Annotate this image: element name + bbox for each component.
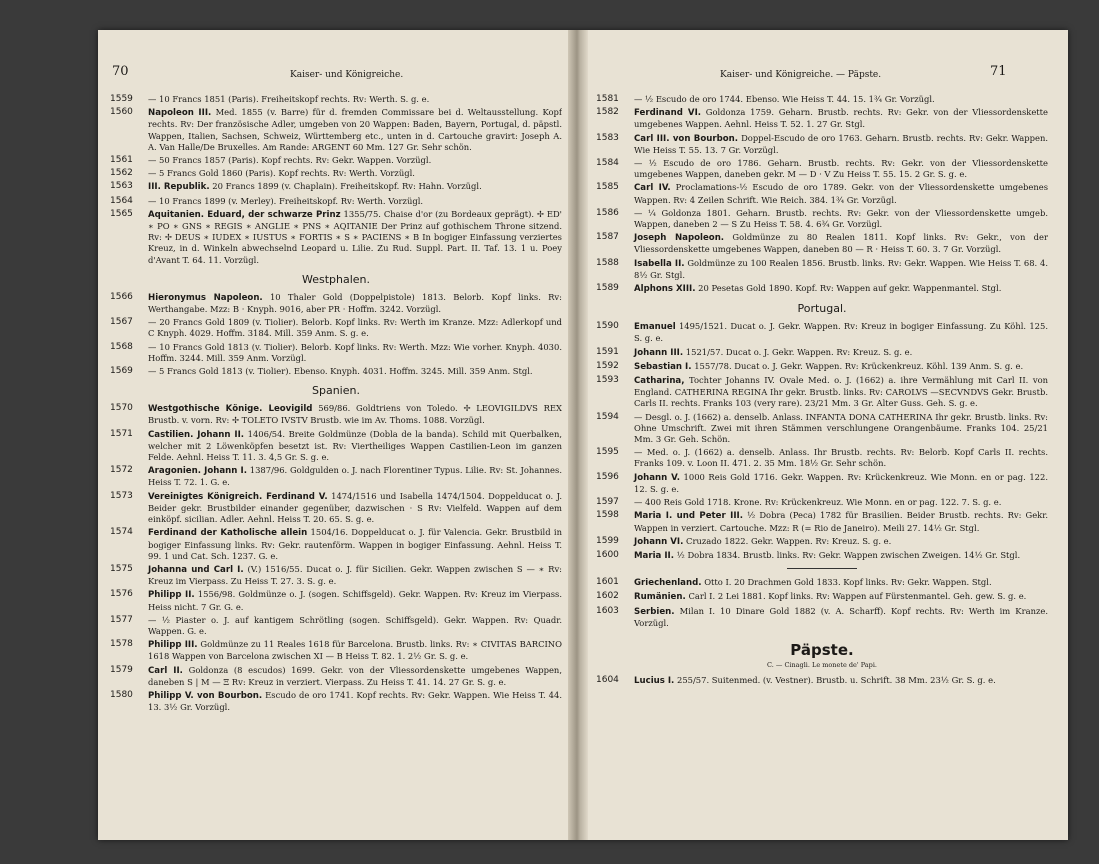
entry-number: 1581 [596,94,619,104]
entry-text: Tochter Johanns IV. Ovale Med. o. J. (1662) a. ihre Vermählung mit Carl II. von England. CATHERINA REGINA Ihr gekr. Brustb. links. Rv: CAROLVS —SECVNDVS Gekr. Brustb. Carls II. rechts. Franks 103 (very rare). 23/21 Mm. 3 Gr. Alter Guss. Geh. S. g. e. [634,375,1048,409]
entry-text: 255/57. Suitenmed. (v. Vestner). Brustb. u. Schrift. 38 Mm. 23½ Gr. S. g. e. [677,674,996,685]
entry-text: — 20 Francs Gold 1809 (v. Tiolier). Belorb. Kopf links. Rv: Werth im Kranze. Mzz: Adlerkopf und C Knyph. 4029. Hoffm. 3184. Mill. 359 Anm. S. g. e. [148,317,562,339]
entry-heading: Philipp III. [148,640,198,651]
entry-number: 1594 [596,411,619,422]
entry-text: — ½ Escudo de oro 1744. Ebenso. Wie Heiss T. 44. 15. 1¾ Gr. Vorzügl. [634,94,935,104]
entry-text: — ¼ Goldonza 1801. Geharn. Brustb. rechts. Rv: Gekr. von der Vliessordenskette umgeb. Wappen, daneben 2 — S Zu Heiss T. 58. 4. 6¾ Gr. Vorzügl. [634,207,1048,230]
entry-text: — ½ Piaster o. J. auf kantigem Schrötling (sogen. Schiffsgeld). Gekr. Wappen. Rv: Quadr. Wappen. G. e. [148,614,562,636]
entry-text: — 400 Reis Gold 1718. Krone. Rv: Krückenkreuz. Wie Monn. en or pag. 122. 7. S. g. e. [634,497,1002,508]
catalog-entry [596,208,1048,230]
entry-heading: Johanna und Carl I. [148,564,244,575]
book-gutter [568,30,588,840]
entry-heading: Philipp II. [148,590,195,601]
entry-heading: Serbien. [634,606,675,617]
entry-text: ½ Dobra (Peca) 1782 für Brasilien. Beider Brustb. rechts. Rv: Gekr. Wappen in verziert. Cartouche. Mzz: R (= Rio de Janeiro). Meili 27. 14½ Gr. Stgl. [634,510,1048,533]
entry-text: 569/86. Goldtriens von Toledo. ✢ LEOVIGILDVS REX Brustb. v. vorn. Rv: ✢ TOLETO IVSTV Brustb. wie im Av. Thoms. 1088. Vorzügl. [148,403,562,426]
right-running-head: Kaiser- und Königreiche. — Päpste. [720,70,882,80]
entry-heading: Napoleon III. [148,108,212,119]
entry-text: Milan I. 10 Dinare Gold 1882 (v. A. Scharff). Kopf rechts. Rv: Werth im Kranze. Vorzügl. [634,605,1048,628]
catalog-entry [110,155,562,166]
entry-number: 1577 [110,614,133,625]
catalog-entry [596,591,1048,603]
entry-heading: Rumänien. [634,592,686,603]
entry-number: 1599 [596,535,619,546]
catalog-entry [110,665,562,688]
entry-text: Doppel-Escudo de oro 1763. Geharn. Brustb. rechts. Rv: Gekr. Wappen. Wie Heiss T. 55. 13. 7 Gr. Vorzügl. [634,132,1048,155]
catalog-entry [596,94,1048,105]
entry-number: 1583 [596,132,619,143]
entry-number: 1563 [110,181,133,192]
right-entries-misc [596,577,1048,629]
entry-number: 1590 [596,321,619,332]
catalog-entry [110,429,562,464]
entry-heading: Carl II. [148,665,183,676]
paepste-citation: C. — Cinagli. Le monete de' Papi. [767,660,877,669]
catalog-entry [596,536,1048,548]
entry-text: Proclamations-½ Escudo de oro 1789. Gekr. von der Vliessordenskette umgebenes Wappen. Rv: 4 Zeilen Schrift. Wie Reich. 384. 1¾ Gr. Vorzügl. [634,182,1048,205]
entry-text: Goldmünze zu 100 Realen 1856. Brustb. links. Rv: Gekr. Wappen. Wie Heiss T. 68. 4. 8½ Gr. Stgl. [634,257,1048,280]
entry-number: 1582 [596,107,619,118]
left-page [110,94,562,864]
catalog-entry [110,491,562,526]
catalog-entry [596,283,1048,295]
right-entries-portugal [596,321,1048,562]
entry-number: 1604 [596,674,619,685]
entry-text: — 5 Francs Gold 1860 (Paris). Kopf rechts. Rv: Werth. Vorzügl. [148,168,415,179]
entry-text: Cruzado 1822. Gekr. Wappen. Rv: Kreuz. S. g. e. [686,535,892,546]
entry-number: 1585 [596,182,619,193]
entry-text: 1556/98. Goldmünze o. J. (sogen. Schiffsgeld). Gekr. Wappen. Rv: Kreuz im Vierpass. Heiss nicht. 7 Gr. G. e. [148,589,562,612]
entry-text: — 10 Francs 1851 (Paris). Freiheitskopf rechts. Rv: Werth. S. g. e. [148,94,430,104]
catalog-entry [596,497,1048,508]
entry-number: 1575 [110,563,133,574]
entry-heading: Isabella II. [634,258,685,269]
catalog-entry [110,181,562,193]
entry-number: 1568 [110,341,133,352]
entry-text: 1355/75. Chaise d'or (zu Bordeaux geprägt). ✢ ED' ∗ PO ∗ GNS ∗ REGIS ∗ ANGLIE ∗ PNS ∗ AQITANIE Der Prinz auf gothischem Throne sitzend. Rv: ✢ DEUS ∗ IUDEX ∗ IUSTUS ∗ FORTIS ∗ S ∗ PACIENS ∗ B In bogiger Einfassung verziertes Kreuz, in d. Winkeln abwechselnd Leopard u. Lilie. Zu Rud. Suppl. Part. II. Taf. 13. 1 u. Poey d'Avant T. 64. 11. Vorzügl. [148,208,562,265]
entry-heading: Ferdinand der Katholische allein [148,528,308,539]
entry-number: 1591 [596,346,619,357]
entry-heading: III. Republik. [148,182,210,193]
entry-text: — Med. o. J. (1662) a. denselb. Anlass. Ihr Brustb. rechts. Rv: Belorb. Kopf Carls II. rechts. Franks 109. v. Loon II. 471. 2. 35 Mm. 18½ Gr. Sehr schön. [634,447,1048,469]
catalog-entry [110,690,562,713]
catalog-entry [596,182,1048,205]
catalog-entry [596,375,1048,410]
entry-text: Otto I. 20 Drachmen Gold 1833. Kopf links. Rv: Gekr. Wappen. Stgl. [704,577,992,588]
catalog-entry [596,232,1048,255]
entry-number: 1598 [596,510,619,521]
left-entries-spanien [110,403,562,713]
entry-text: 20 Pesetas Gold 1890. Kopf. Rv: Wappen auf gekr. Wappenmantel. Stgl. [698,283,1002,294]
entry-number: 1596 [596,471,619,482]
entry-number: 1592 [596,360,619,371]
section-heading-portugal: Portugal. [797,302,847,316]
entry-heading: Alphons XIII. [634,284,696,295]
entry-heading: Johann V. [634,472,680,483]
catalog-entry [110,465,562,488]
entry-number: 1587 [596,232,619,243]
entry-text: 1495/1521. Ducat o. J. Gekr. Wappen. Rv: Kreuz in bogiger Einfassung. Zu Köhl. 125. S. g. e. [634,321,1048,344]
entry-heading: Joseph Napoleon. [634,233,725,244]
catalog-entry [596,472,1048,495]
catalog-entry [110,589,562,612]
entry-heading: Westgothische Könige. Leovigild [148,404,313,415]
section-heading-paepste: Päpste. [790,640,854,659]
catalog-entry [110,615,562,637]
entry-heading: Maria I. und Peter III. [634,511,744,522]
entry-number: 1589 [596,283,619,294]
entry-text: 1557/78. Ducat o. J. Gekr. Wappen. Rv: Krückenkreuz. Köhl. 139 Anm. S. g. e. [694,360,1024,371]
catalog-entry [596,447,1048,469]
entry-number: 1571 [110,428,133,439]
entry-number: 1566 [110,291,133,302]
entry-text: — 10 Francs Gold 1813 (v. Tiolier). Belorb. Kopf links. Rv: Werth. Mzz: Wie vorher. Knyph. 4030. Hoffm. 3244. Mill. 359 Anm. Vorzügl. [148,341,562,363]
entry-text: ½ Dobra 1834. Brustb. links. Rv: Gekr. Wappen zwischen Zweigen. 14½ Gr. Stgl. [676,549,1021,560]
entry-text: Escudo de oro 1741. Kopf rechts. Rv: Gekr. Wappen. Wie Heiss T. 44. 13. 3½ Gr. Vorzügl. [148,689,562,713]
entry-text: — 10 Francs 1899 (v. Merley). Freiheitskopf. Rv: Werth. Vorzügl. [148,195,424,206]
entry-number: 1573 [110,490,133,501]
entry-heading: Castilien. Johann II. [148,429,245,440]
entry-number: 1561 [110,155,133,166]
catalog-entry [110,292,562,315]
entry-heading: Emanuel [634,322,676,333]
left-entries-top [110,94,562,266]
entry-heading: Johann III. [634,347,684,358]
entry-number: 1572 [110,465,133,476]
left-running-head: Kaiser- und Königreiche. [290,70,404,80]
entry-text: Carl I. 2 Lei 1881. Kopf links. Rv: Wappen auf Fürstenmantel. Geh. gew. S. g. e. [688,591,1027,602]
right-page-number: 71 [990,64,1007,79]
entry-number: 1580 [110,689,133,700]
catalog-entry [110,196,562,207]
entry-text: 1406/54. Breite Goldmünze (Dobla de la banda). Schild mit Querbalken, welcher mit 2 Löwenköpfen besetzt ist. Rv: Viertheiliges Wappen Castilien-Leon im ganzen Felde. Aehnl. Heiss T. 11. 3. 4,5 Gr. S. g. e. [148,428,562,463]
entry-number: 1588 [596,257,619,268]
entry-heading: Griechenland. [634,578,702,589]
entry-text: — 5 Francs Gold 1813 (v. Tiolier). Ebenso. Knyph. 4031. Hoffm. 3245. Mill. 359 Anm. Stgl. [148,366,533,377]
catalog-entry [596,133,1048,156]
catalog-entry [596,577,1048,589]
entry-text: Goldmünze zu 11 Reales 1618 für Barcelona. Brustb. links. Rv: ∗ CIVITAS BARCINO 1618 Wappen von Barcelona zwischen XI — B Heiss T. 82. 1. 2½ Gr. S. g. e. [148,639,562,662]
entry-number: 1584 [596,158,619,169]
entry-number: 1586 [596,207,619,218]
right-entries-paepste [596,675,1048,687]
catalog-entry [596,550,1048,562]
catalog-entry [596,158,1048,180]
catalog-entry [110,366,562,377]
catalog-entry [110,527,562,562]
entry-text: — 50 Francs 1857 (Paris). Kopf rechts. Rv: Gekr. Wappen. Vorzügl. [148,155,432,166]
catalog-entry [110,317,562,339]
entry-number: 1576 [110,589,133,600]
entry-number: 1565 [110,208,133,219]
entry-heading: Catharina, [634,376,685,387]
entry-text: 1387/96. Goldgulden o. J. nach Florentiner Typus. Lilie. Rv: St. Johannes. Heiss T. 72. 1. G. e. [148,465,562,488]
entry-text: — Desgl. o. J. (1662) a. denselb. Anlass. INFANTA DONA CATHERINA Ihr gekr. Brustb. links. Rv: Ohne Umschrift. Zwei mit ihren Stämmen verschlungene Orangenbäume. Franks 104. 25/21 Mm. 3 Gr. Geh. Schön. [634,411,1048,445]
catalog-entry [596,347,1048,359]
entry-heading: Maria II. [634,550,674,561]
catalog-entry [596,510,1048,533]
catalog-entry [110,342,562,364]
entry-number: 1569 [110,366,133,377]
left-entries-westphalen [110,292,562,377]
entry-number: 1579 [110,664,133,675]
entry-text: Goldmünze zu 80 Realen 1811. Kopf links. Rv: Gekr., von der Vliessordenskette umgebenes Wappen, daneben 80 — R · Heiss T. 60. 3. 7 Gr. Vorzügl. [634,232,1048,255]
entry-heading: Aragonien. Johann I. [148,466,247,477]
section-heading-spanien: Spanien. [312,384,360,398]
entry-number: 1570 [110,403,133,414]
entry-heading: Lucius I. [634,675,675,686]
entry-heading: Carl IV. [634,183,671,194]
entry-number: 1564 [110,195,133,206]
entry-heading: Hieronymus Napoleon. [148,292,263,303]
section-heading-westphalen: Westphalen. [301,272,371,286]
catalog-entry [110,564,562,587]
entry-heading: Johann VI. [634,536,684,547]
entry-text: 20 Francs 1899 (v. Chaplain). Freiheitskopf. Rv: Hahn. Vorzügl. [212,181,482,192]
entry-number: 1562 [110,168,133,179]
entry-number: 1600 [596,549,619,560]
catalog-entry [110,168,562,179]
entry-number: 1560 [110,107,133,118]
catalog-entry [110,403,562,426]
entry-text: 1521/57. Ducat o. J. Gekr. Wappen. Rv: Kreuz. S. g. e. [685,346,913,357]
catalog-entry [596,606,1048,629]
catalog-entry [596,321,1048,344]
entry-number: 1601 [596,577,619,588]
entry-text: Med. 1855 (v. Barre) für d. fremden Commissare bei d. Weltausstellung. Kopf rechts. Rv: Der französische Adler, umgeben von 20 Wappen: Baden, Bayern, Portugal, d. päpstl. Wappen, Italien, Sachsen, Schweiz, Württemberg etc., unten in d. Cartouche gravirt: Joseph A. A. Van Halle/De Bruxelles. Am Rande: ARGENT 60 Mm. 127 Gr. Sehr schön. [148,107,562,152]
entry-number: 1593 [596,375,619,386]
entry-heading: Carl III. von Bourbon. [634,133,739,144]
entry-heading: Aquitanien. Eduard, der schwarze Prinz [148,209,341,220]
entry-number: 1578 [110,639,133,650]
entry-text: 1504/16. Doppelducat o. J. für Valencia. Gekr. Brustbild in bogiger Einfassung links. Rv: Gekr. rautenförm. Wappen in bogiger Einfassung. Aehnl. Heiss T. 99. 1 und Cat. Sch. 1237. G. e. [148,527,562,561]
right-page [596,94,1048,864]
entry-number: 1603 [596,605,619,616]
entry-text: 1474/1516 und Isabella 1474/1504. Doppelducat o. J. Beider gekr. Brustbilder einander gegenüber, dazwischen · S Rv: Vielfeld. Wappen auf dem einköpf. sicilian. Adler. Aehnl. Heiss T. 20. 65. S. g. e. [148,490,562,525]
catalog-entry [596,412,1048,446]
catalog-entry [110,107,562,153]
entry-text: 10 Thaler Gold (Doppelpistole) 1813. Belorb. Kopf links. Rv: Werthangabe. Mzz: B · Knyph. 9016, aber PR · Hoffm. 3242. Vorzügl. [148,291,562,315]
entry-number: 1559 [110,94,133,104]
right-entries-top [596,94,1048,295]
catalog-entry [596,361,1048,373]
entry-heading: Ferdinand VI. [634,108,702,119]
entry-number: 1595 [596,447,619,458]
entry-text: (V.) 1516/55. Ducat o. J. für Sicilien. Gekr. Wappen zwischen S — ∗ Rv: Kreuz im Vierpass. Zu Heiss T. 27. 3. S. g. e. [148,563,562,587]
entry-heading: Philipp V. von Bourbon. [148,690,263,701]
catalog-entry [596,258,1048,281]
entry-text: — ½ Escudo de oro 1786. Geharn. Brustb. rechts. Rv: Gekr. von der Vliessordenskette umgebenes Wappen, daneben gekr. M — D · V Zu Heiss T. 55. 15. 2 Gr. S. g. e. [634,158,1048,180]
entry-heading: Vereinigtes Königreich. Ferdinand V. [148,491,328,502]
catalog-entry [596,675,1048,687]
entry-text: Goldonza 1759. Geharn. Brustb. rechts. Rv: Gekr. von der Vliessordenskette umgebenes Wappen. Aehnl. Heiss T. 52. 1. 27 Gr. Stgl. [634,107,1048,130]
entry-text: 1000 Reis Gold 1716. Gekr. Wappen. Rv: Krückenkreuz. Wie Monn. en or pag. 122. 12. S. g. e. [634,471,1048,494]
catalog-entry [110,639,562,662]
entry-number: 1602 [596,591,619,602]
entry-text: Goldonza (8 escudos) 1699. Gekr. von der Vliessordenskette umgebenes Wappen, daneben S | M — Ξ Rv: Kreuz in verziert. Vierpass. Zu Heiss T. 41. 14. 27 Gr. S. g. e. [148,664,562,687]
catalog-entry [110,94,562,105]
entry-number: 1574 [110,527,133,538]
entry-number: 1567 [110,317,133,328]
catalog-entry [110,209,562,266]
left-page-number: 70 [112,64,129,79]
entry-number: 1597 [596,497,619,508]
entry-heading: Sebastian I. [634,361,692,372]
catalog-entry [596,107,1048,130]
section-divider [787,568,857,569]
